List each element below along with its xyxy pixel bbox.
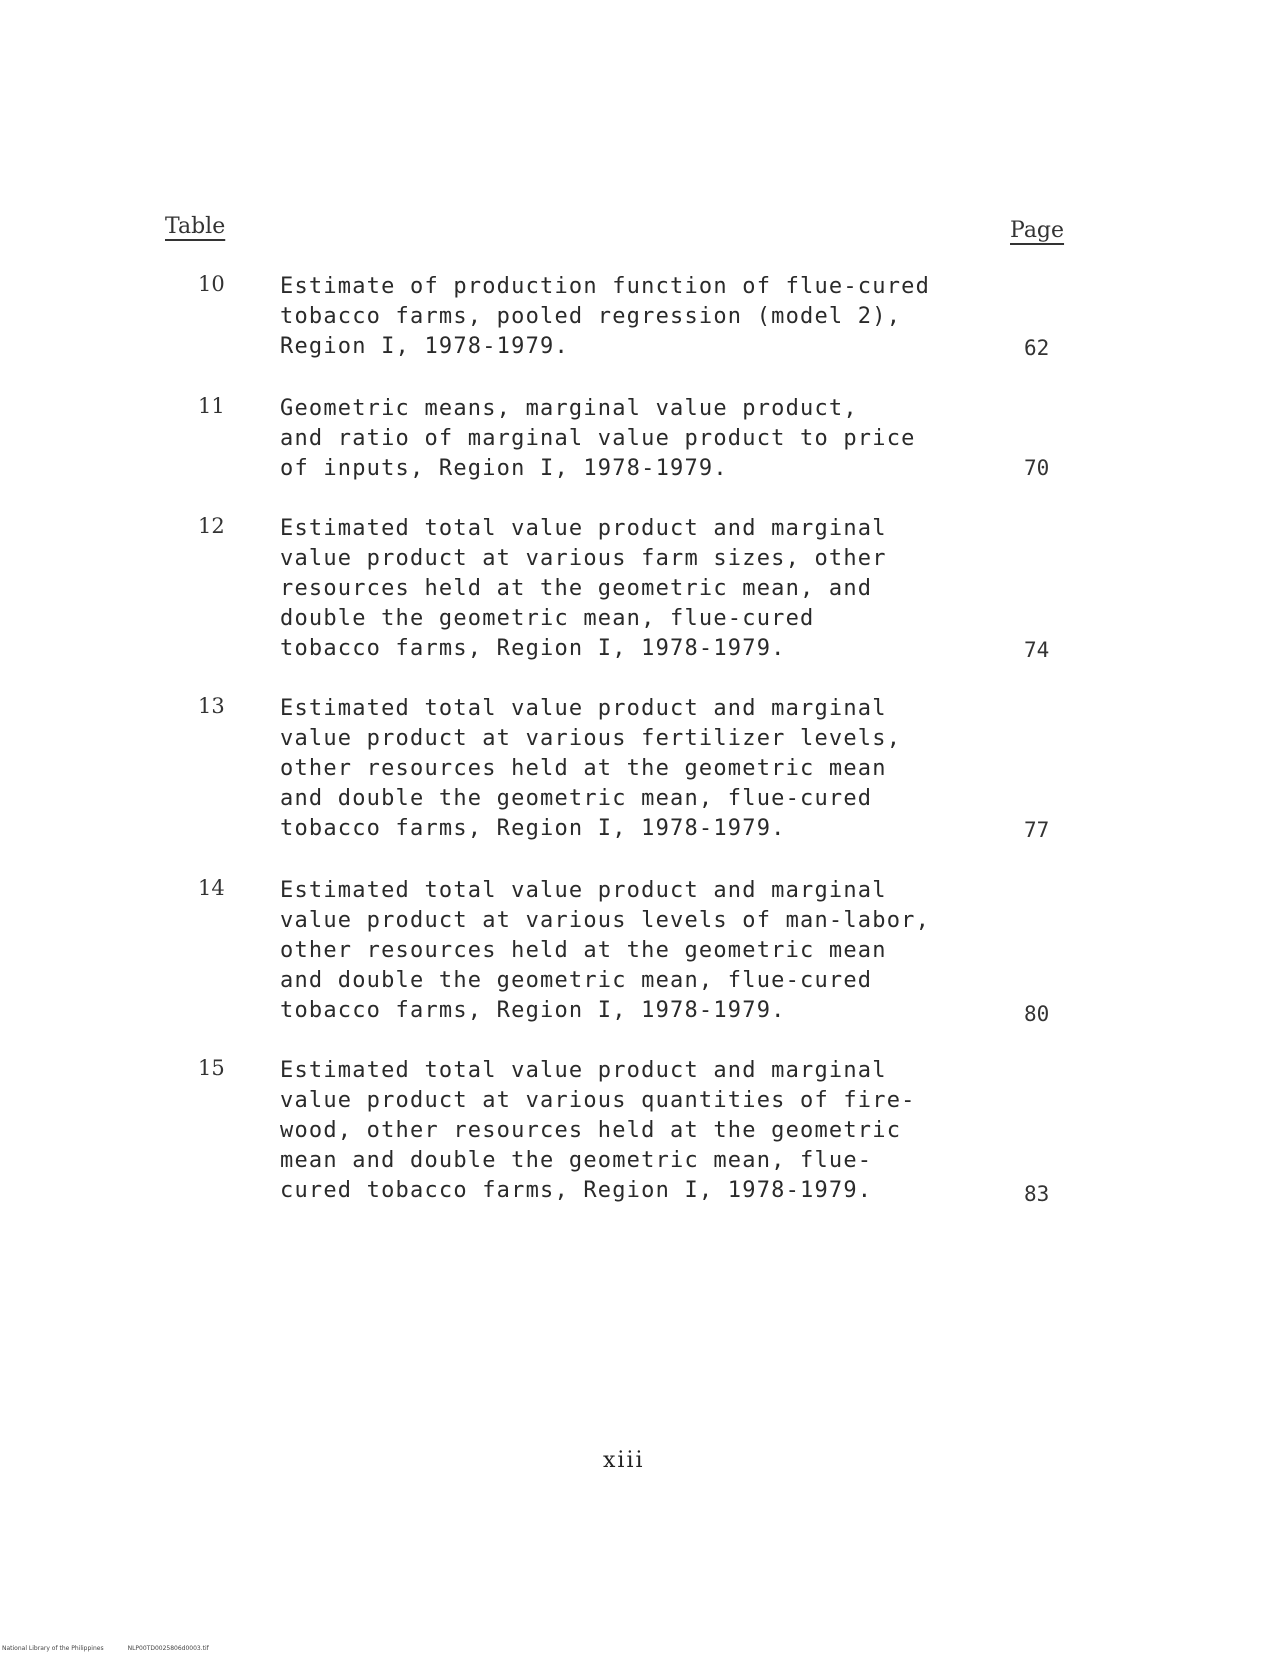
description-line: resources held at the geometric mean, and	[280, 576, 873, 601]
description-line: wood, other resources held at the geometric	[280, 1118, 902, 1143]
table-description	[280, 272, 940, 362]
description-line: tobacco farms, Region I, 1978-1979.	[280, 998, 786, 1023]
description-line: Estimated total value product and marginal	[280, 1058, 887, 1083]
description-line: and double the geometric mean, flue-cured	[280, 786, 873, 811]
table-description	[280, 514, 940, 664]
table-number: 10	[198, 272, 225, 296]
table-description	[280, 1056, 940, 1206]
description-line: tobacco farms, Region I, 1978-1979.	[280, 816, 786, 841]
description-line: Estimated total value product and marginal	[280, 516, 887, 541]
list-of-tables	[0, 272, 1264, 1238]
table-entry	[0, 694, 1264, 876]
description-line: of inputs, Region I, 1978-1979.	[280, 456, 728, 481]
scan-footer	[2, 1645, 209, 1652]
table-entry	[0, 1056, 1264, 1238]
table-description	[280, 694, 940, 844]
table-entry	[0, 394, 1264, 514]
page-number: 70	[1024, 456, 1050, 480]
description-line: cured tobacco farms, Region I, 1978-1979.	[280, 1178, 873, 1203]
table-entry	[0, 514, 1264, 694]
scan-identifier: NLP00TD0025806d0003.tif	[127, 1645, 209, 1652]
table-column-heading: Table	[165, 214, 226, 239]
page-number: 74	[1024, 638, 1050, 662]
description-line: value product at various levels of man-labor,	[280, 908, 931, 933]
description-line: double the geometric mean, flue-cured	[280, 606, 815, 631]
table-description	[280, 876, 940, 1026]
description-line: tobacco farms, pooled regression (model 2),	[280, 304, 902, 329]
library-credit: National Library of the Philippines	[2, 1645, 104, 1652]
table-description	[280, 394, 940, 484]
table-number: 15	[198, 1056, 225, 1080]
table-entry	[0, 272, 1264, 394]
description-line: Estimated total value product and marginal	[280, 878, 887, 903]
description-line: Region I, 1978-1979.	[280, 334, 569, 359]
description-line: other resources held at the geometric mean	[280, 756, 887, 781]
page-number: 77	[1024, 818, 1050, 842]
page-number: 83	[1024, 1182, 1050, 1206]
page-number: 80	[1024, 1002, 1050, 1026]
table-number: 11	[198, 394, 225, 418]
page-column-heading: Page	[1010, 218, 1065, 243]
description-line: value product at various fertilizer levels,	[280, 726, 902, 751]
table-number: 12	[198, 514, 225, 538]
description-line: and double the geometric mean, flue-cured	[280, 968, 873, 993]
description-line: Estimated total value product and marginal	[280, 696, 887, 721]
description-line: value product at various quantities of fire-	[280, 1088, 916, 1113]
description-line: other resources held at the geometric mean	[280, 938, 887, 963]
page-number: 62	[1024, 336, 1050, 360]
description-line: Geometric means, marginal value product,	[280, 396, 858, 421]
description-line: Estimate of production function of flue-cured	[280, 274, 931, 299]
description-line: tobacco farms, Region I, 1978-1979.	[280, 636, 786, 661]
table-entry	[0, 876, 1264, 1056]
description-line: and ratio of marginal value product to price	[280, 426, 916, 451]
table-number: 14	[198, 876, 225, 900]
table-number: 13	[198, 694, 225, 718]
page-folio: xiii	[603, 1448, 645, 1473]
description-line: mean and double the geometric mean, flue-	[280, 1148, 873, 1173]
description-line: value product at various farm sizes, other	[280, 546, 887, 571]
